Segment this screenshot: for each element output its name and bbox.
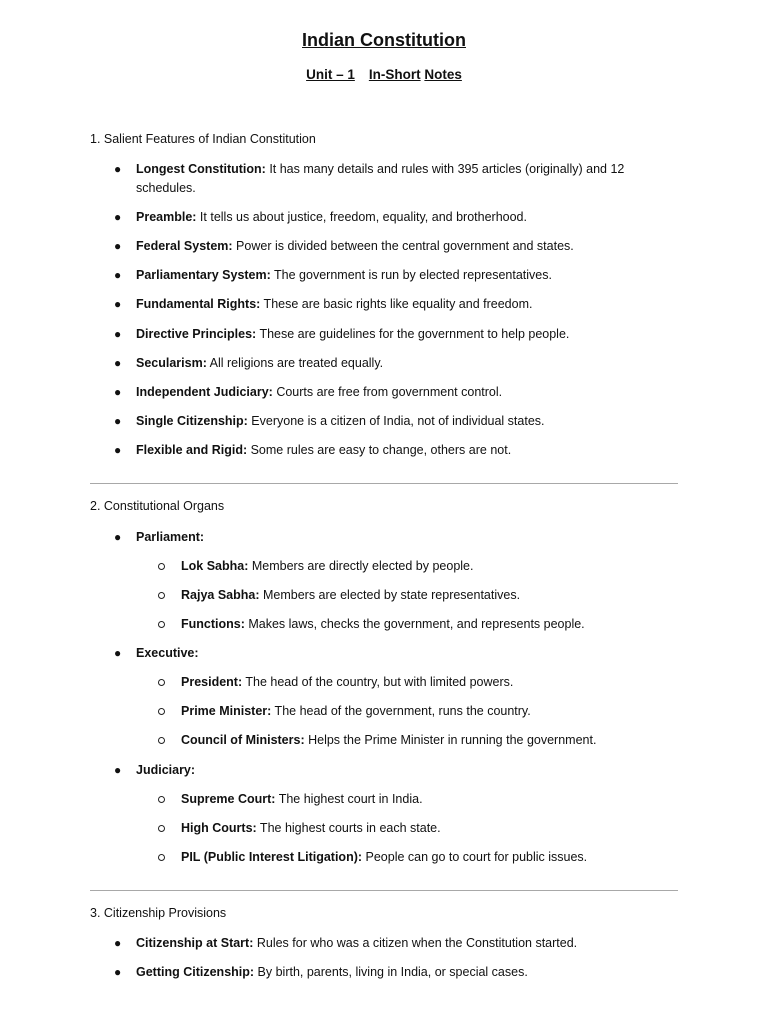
item-term: Secularism:	[136, 356, 207, 370]
item-text: By birth, parents, living in India, or special cases.	[254, 965, 528, 979]
item-text: People can go to court for public issues.	[362, 850, 588, 864]
item-term: Rajya Sabha:	[181, 588, 260, 602]
item-term: President:	[181, 675, 243, 689]
group-term: Parliament:	[136, 530, 205, 544]
bullet-icon: ●	[114, 936, 122, 950]
list-item	[114, 441, 656, 460]
circle-bullet-icon	[158, 825, 165, 832]
circle-bullet-icon	[158, 679, 165, 686]
bullet-icon: ●	[114, 646, 122, 660]
item-text: Some rules are easy to change, others are not.	[247, 443, 512, 457]
list-item	[114, 963, 656, 982]
item-text: Members are directly elected by people.	[248, 559, 474, 573]
item-text: The highest court in India.	[275, 792, 423, 806]
bullet-icon: ●	[114, 239, 122, 253]
bullet-icon: ●	[114, 162, 122, 176]
item-text: Makes laws, checks the government, and represents people.	[244, 617, 585, 631]
page-title: Indian Constitution	[302, 30, 466, 50]
item-text: Members are elected by state representatives.	[259, 588, 521, 602]
section-heading: 1. Salient Features of Indian Constitution	[90, 132, 316, 146]
item-term: Single Citizenship:	[136, 414, 248, 428]
bullet-icon: ●	[114, 530, 122, 544]
bullet-icon: ●	[114, 210, 122, 224]
bullet-icon: ●	[114, 297, 122, 311]
list-item	[114, 266, 656, 285]
bullet-icon: ●	[114, 763, 122, 777]
circle-bullet-icon	[158, 621, 165, 628]
item-term: Flexible and Rigid:	[136, 443, 248, 457]
list-item	[114, 325, 656, 344]
section-divider	[90, 483, 678, 484]
sub-list-item	[181, 586, 661, 605]
item-term: Council of Ministers:	[181, 733, 305, 747]
item-term: Directive Principles:	[136, 327, 257, 341]
item-term: Prime Minister:	[181, 704, 272, 718]
item-term: Federal System:	[136, 239, 233, 253]
list-item	[114, 412, 656, 431]
section-heading: 2. Constitutional Organs	[90, 499, 225, 513]
bullet-icon: ●	[114, 356, 122, 370]
circle-bullet-icon	[158, 737, 165, 744]
circle-bullet-icon	[158, 854, 165, 861]
list-item	[114, 934, 656, 953]
item-term: Functions:	[181, 617, 245, 631]
list-item	[114, 208, 656, 227]
list-item	[114, 160, 656, 198]
sub-list-item	[181, 731, 661, 750]
notes-label: Notes	[424, 67, 462, 82]
sub-list-item	[181, 702, 661, 721]
bullet-icon: ●	[114, 385, 122, 399]
bullet-icon: ●	[114, 443, 122, 457]
item-text: All religions are treated equally.	[206, 356, 384, 370]
item-text: It has many details and rules with 395 articles (originally) and 12 schedules.	[136, 162, 625, 195]
item-text: These are basic rights like equality and freedom.	[260, 297, 533, 311]
group-term: Judiciary:	[136, 763, 196, 777]
item-text: The head of the government, runs the country.	[271, 704, 531, 718]
sub-list-item	[181, 557, 661, 576]
page-subtitle	[0, 67, 768, 82]
sub-list-item	[181, 673, 661, 692]
item-text: Everyone is a citizen of India, not of individual states.	[247, 414, 545, 428]
item-text: Courts are free from government control.	[272, 385, 503, 399]
circle-bullet-icon	[158, 796, 165, 803]
list-item	[114, 295, 656, 314]
list-item	[114, 528, 656, 547]
item-text: These are guidelines for the government to help people.	[256, 327, 570, 341]
item-text: The government is run by elected representatives.	[270, 268, 552, 282]
list-item	[114, 354, 656, 373]
in-short-label: In-Short	[368, 67, 421, 82]
item-term: Citizenship at Start:	[136, 936, 254, 950]
item-term: Parliamentary System:	[136, 268, 271, 282]
bullet-icon: ●	[114, 965, 122, 979]
list-item	[114, 761, 656, 780]
sub-list-item	[181, 615, 661, 634]
item-text: Rules for who was a citizen when the Constitution started.	[253, 936, 578, 950]
item-term: Preamble:	[136, 210, 197, 224]
section-heading: 3. Citizenship Provisions	[90, 906, 227, 920]
unit-label: Unit – 1	[306, 67, 355, 82]
item-term: High Courts:	[181, 821, 257, 835]
item-term: Longest Constitution:	[136, 162, 266, 176]
item-term: Lok Sabha:	[181, 559, 249, 573]
list-item	[114, 237, 656, 256]
list-item	[114, 383, 656, 402]
group-term: Executive:	[136, 646, 199, 660]
item-term: PIL (Public Interest Litigation):	[181, 850, 363, 864]
section-divider	[90, 890, 678, 891]
item-text: It tells us about justice, freedom, equality, and brotherhood.	[196, 210, 527, 224]
circle-bullet-icon	[158, 708, 165, 715]
list-item	[114, 644, 656, 663]
item-text: Helps the Prime Minister in running the government.	[304, 733, 597, 747]
bullet-icon: ●	[114, 327, 122, 341]
sub-list-item	[181, 790, 661, 809]
item-term: Supreme Court:	[181, 792, 276, 806]
item-text: The head of the country, but with limited powers.	[242, 675, 514, 689]
item-term: Getting Citizenship:	[136, 965, 255, 979]
circle-bullet-icon	[158, 592, 165, 599]
bullet-icon: ●	[114, 414, 122, 428]
sub-list-item	[181, 848, 661, 867]
sub-list-item	[181, 819, 661, 838]
item-text: Power is divided between the central government and states.	[232, 239, 574, 253]
item-term: Independent Judiciary:	[136, 385, 273, 399]
item-text: The highest courts in each state.	[256, 821, 441, 835]
bullet-icon: ●	[114, 268, 122, 282]
circle-bullet-icon	[158, 563, 165, 570]
item-term: Fundamental Rights:	[136, 297, 261, 311]
